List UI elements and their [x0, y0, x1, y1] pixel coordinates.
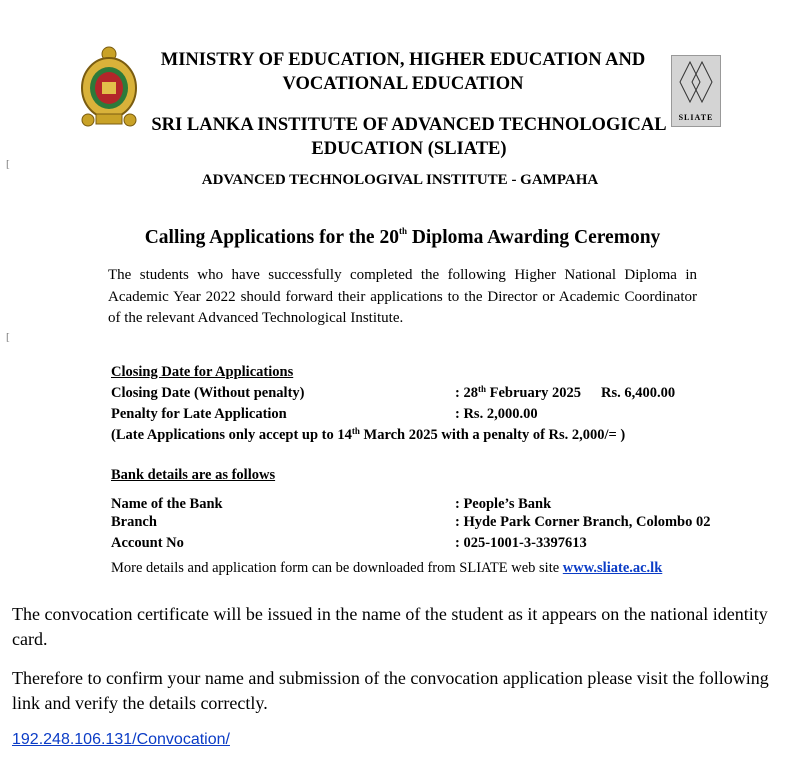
- more-details: [111, 560, 662, 577]
- bank-value: : 025-1001-3-3397613: [455, 535, 587, 551]
- intro-paragraph: The students who have successfully completed the following Higher National Diploma in Academic Year 2022 should forward their applications to the Director or Academic Coordinator of the relevant Advanced Technological Institute.: [108, 267, 697, 326]
- bank-label: Account No: [111, 535, 184, 551]
- institute-line1: SRI LANKA INSTITUTE OF ADVANCED TECHNOLOGICAL: [151, 115, 667, 135]
- bank-value: : People’s Bank: [455, 496, 552, 512]
- sri-lanka-emblem: [80, 44, 138, 130]
- notice-title: [60, 227, 745, 249]
- ministry-line1: MINISTRY OF EDUCATION, HIGHER EDUCATION AND: [160, 50, 646, 70]
- closing-value: [455, 385, 675, 402]
- closing-heading: Closing Date for Applications: [111, 364, 294, 380]
- convocation-link[interactable]: 192.248.106.131/Convocation/: [12, 731, 230, 748]
- closing-month: February 2025: [485, 385, 582, 401]
- late-note: [111, 427, 625, 444]
- bank-label: Name of the Bank: [111, 496, 223, 512]
- sliate-logo-text: SLIATE: [678, 113, 714, 122]
- late-text-end: March 2025 with a penalty of Rs. 2,000/= ): [359, 427, 626, 443]
- sliate-diamond-icon: [672, 58, 720, 108]
- message-paragraph-1: The convocation certificate will be issued in the name of the student as it appears on the national identity card.: [12, 604, 768, 649]
- website-link[interactable]: www.sliate.ac.lk: [562, 560, 663, 576]
- sliate-logo: [671, 55, 721, 127]
- closing-sup: th: [477, 384, 486, 394]
- penalty-label: Penalty for Late Application: [111, 406, 287, 422]
- ministry-line2: VOCATIONAL EDUCATION: [282, 74, 524, 94]
- margin-mark: [: [6, 331, 10, 343]
- bank-value: : Hyde Park Corner Branch, Colombo 02: [455, 514, 711, 530]
- bank-row: [111, 496, 552, 513]
- message-paragraph-2: Therefore to confirm your name and submission of the convocation application please visit the following link and verify the details correctly.: [12, 668, 769, 713]
- institute-line2: EDUCATION (SLIATE): [311, 139, 507, 159]
- closing-fee: Rs. 6,400.00: [601, 385, 676, 401]
- bank-heading: Bank details are as follows: [111, 467, 276, 483]
- closing-date: : 28: [455, 385, 478, 401]
- title-text-end: Diploma Awarding Ceremony: [406, 227, 661, 248]
- bank-label: Branch: [111, 514, 157, 530]
- closing-row: [111, 384, 676, 402]
- bank-row: [111, 535, 587, 552]
- title-sup: th: [398, 226, 407, 236]
- penalty-row: [111, 406, 538, 423]
- more-details-text: More details and application form can be downloaded from SLIATE web site: [111, 560, 563, 576]
- late-text: (Late Applications only accept up to 14: [111, 427, 352, 443]
- late-sup: th: [351, 426, 360, 436]
- ministry-title: [140, 48, 666, 96]
- margin-mark: [: [6, 158, 10, 170]
- institute-title: [150, 113, 668, 161]
- closing-label: Closing Date (Without penalty): [111, 385, 305, 401]
- branch-title: ADVANCED TECHNOLOGIVAL INSTITUTE - GAMPAHA: [201, 172, 599, 188]
- penalty-value: : Rs. 2,000.00: [455, 406, 538, 422]
- bank-row: [111, 514, 711, 531]
- title-text: Calling Applications for the 20: [144, 227, 399, 248]
